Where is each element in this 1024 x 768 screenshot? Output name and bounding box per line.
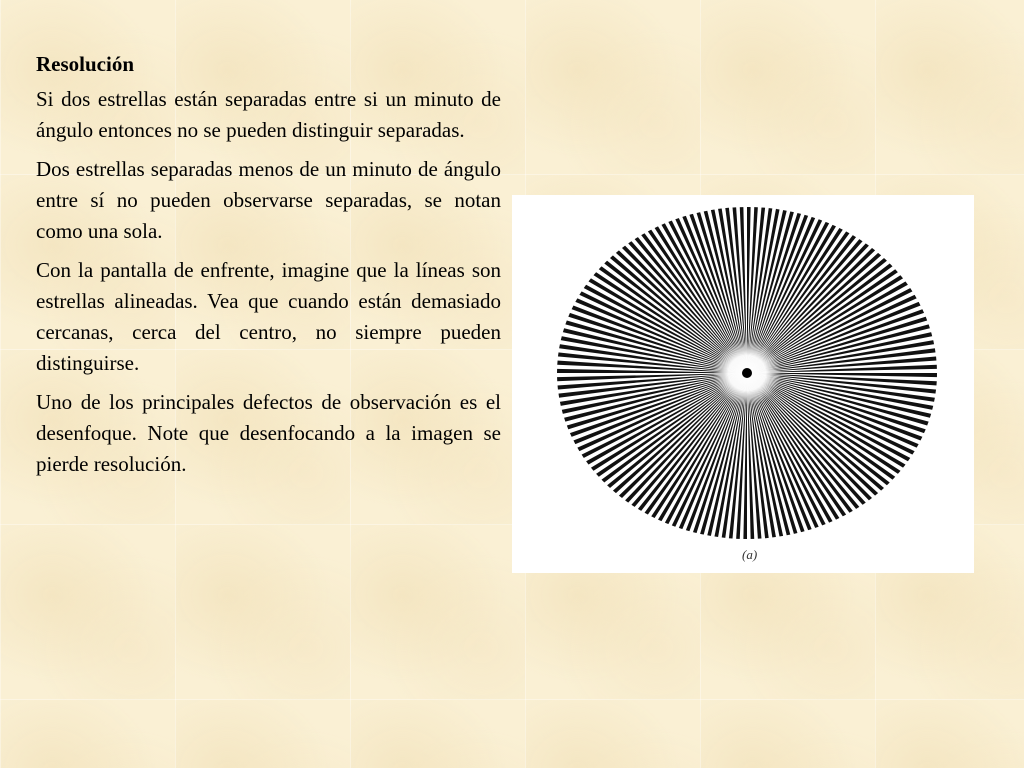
star-spoke [512, 345, 747, 373]
resolution-star-figure [512, 195, 974, 573]
slide-title: Resolución [36, 52, 135, 76]
paragraph-1: Si dos estrellas están separadas entre si un minuto de ángulo entonces no se pueden distinguir separadas. [36, 87, 501, 142]
paragraph-2: Dos estrellas separadas menos de un minuto de ángulo entre sí no pueden observarse separadas, se notan como una sola. [36, 157, 501, 243]
star-spoke [747, 328, 974, 373]
text-column [36, 50, 501, 488]
paragraph-4: Uno de los principales defectos de observación es el desenfoque. Note que desenfocando a la imagen se pierde resolución. [36, 390, 501, 476]
center-dot [742, 368, 752, 378]
figure-caption: (a) [742, 547, 758, 562]
paragraph-3: Con la pantalla de enfrente, imagine que la líneas son estrellas alineadas. Vea que cuando están demasiado cercanas, cerca del centro, no siempre pueden distinguirse. [36, 258, 501, 375]
siemens-star-chart [512, 195, 974, 573]
star-spoke [747, 373, 867, 573]
